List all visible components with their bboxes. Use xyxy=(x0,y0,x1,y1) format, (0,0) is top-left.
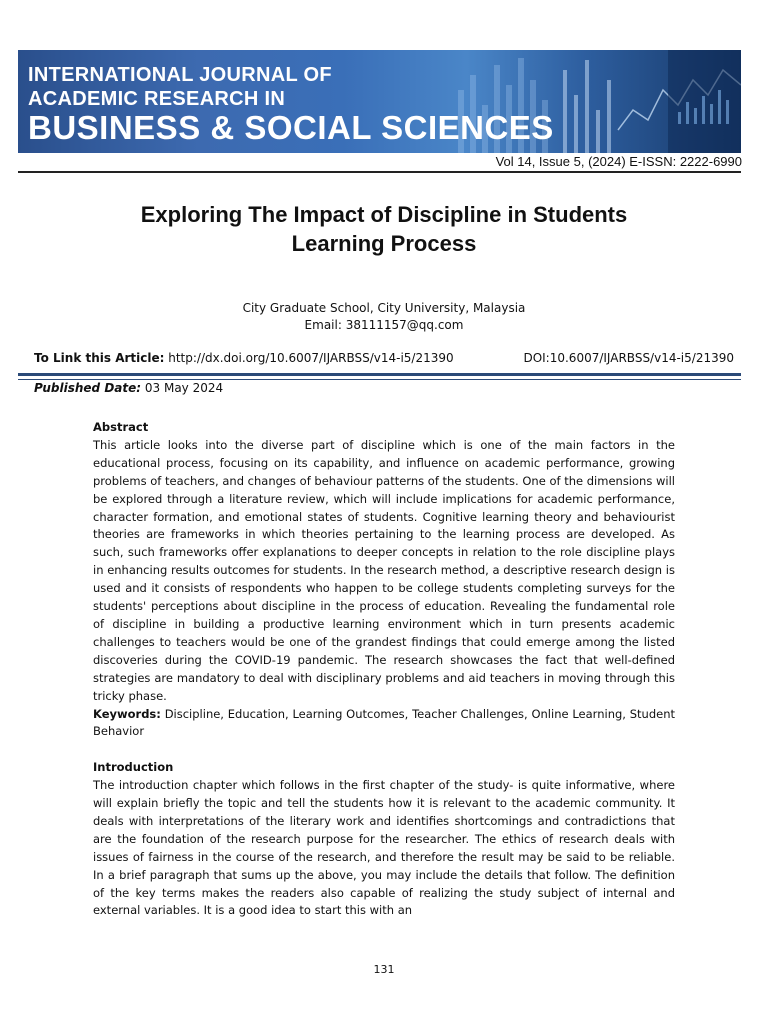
title-line-2: Learning Process xyxy=(291,231,477,256)
keywords-label: Keywords: xyxy=(93,706,161,721)
article-body xyxy=(93,419,675,920)
affiliation: City Graduate School, City University, Malaysia xyxy=(242,301,526,315)
page-number: 131 xyxy=(373,963,395,976)
paper-title xyxy=(60,200,708,258)
author-affiliation-block xyxy=(60,300,708,334)
section-gap xyxy=(93,741,675,759)
published-date: 03 May 2024 xyxy=(144,381,224,395)
introduction-text: The introduction chapter which follows in the first chapter of the study- is quite informative, where will explain briefly the topic and tell the students how it is relevant to the academic community. It deals with interpretations of the literary work and identifies shortcomings and contradictions that are the foundation of the research purpose for the researcher. The ethics of research deals with issues of fairness in the course of the research, and therefore the result may be said to be reliable. In a brief paragraph that sums up the above, you may include the details that follow. The definition of the key terms makes the readers also capable of realizing the study subject of internal and external variables. It is a good idea to start this with an xyxy=(93,778,675,918)
title-line-1: Exploring The Impact of Discipline in Students xyxy=(140,202,628,227)
published-date-line xyxy=(34,381,223,395)
link-label: To Link this Article: xyxy=(34,351,165,365)
banner-line-1: INTERNATIONAL JOURNAL OF xyxy=(28,64,332,86)
published-label: Published Date: xyxy=(34,381,142,395)
header-rule xyxy=(18,171,741,173)
article-doi: DOI:10.6007/IJARBSS/v14-i5/21390 xyxy=(523,351,734,365)
abstract-text: This article looks into the diverse part of discipline which is one of the main factors in the educational process, focusing on its capability, and influence on academic performance, growing problems of teachers, and changes of behaviour patterns of the students. One of the dimensions will be explored through a literature review, which will include implications for academic performance, character formation, and emotional states of students. Cognitive learning theory and behaviourist theories are frameworks in which theories pertaining to the learning process are developed. As such, such frameworks offer explanations to deeper concepts in relation to the role discipline plays in enhancing results outcomes for students. In the research method, a descriptive research design is used and it consists of respondents who happen to be college students completing surveys for the students' perceptions about discipline in the process of education. Revealing the fundamental role of discipline in building a productive learning environment which in turn presents academic challenges to teachers would be one of the grandest findings that could emerge among the listed discoveries during the COVID-19 pandemic. The research showcases the fact that well-defined strategies are mandatory to deal with disciplinary problems and aid teachers in moving through this tricky phase. xyxy=(93,437,675,703)
banner-line-3: BUSINESS & SOCIAL SCIENCES xyxy=(28,109,554,146)
keywords xyxy=(93,706,675,742)
keywords-text: Discipline, Education, Learning Outcomes, Teacher Challenges, Online Learning, Student Behavior xyxy=(93,706,675,739)
article-url[interactable]: http://dx.doi.org/10.6007/IJARBSS/v14-i5/21390 xyxy=(168,351,454,365)
abstract-heading: Abstract xyxy=(93,420,149,434)
author-email: Email: 38111157@qq.com xyxy=(304,318,464,332)
issue-line: Vol 14, Issue 5, (2024) E-ISSN: 2222-6990 xyxy=(495,154,742,169)
journal-banner xyxy=(18,50,741,153)
banner-line-2: ACADEMIC RESEARCH IN xyxy=(28,88,286,110)
introduction-heading: Introduction xyxy=(93,760,174,775)
article-link-line xyxy=(34,351,734,365)
double-rule xyxy=(18,373,741,380)
